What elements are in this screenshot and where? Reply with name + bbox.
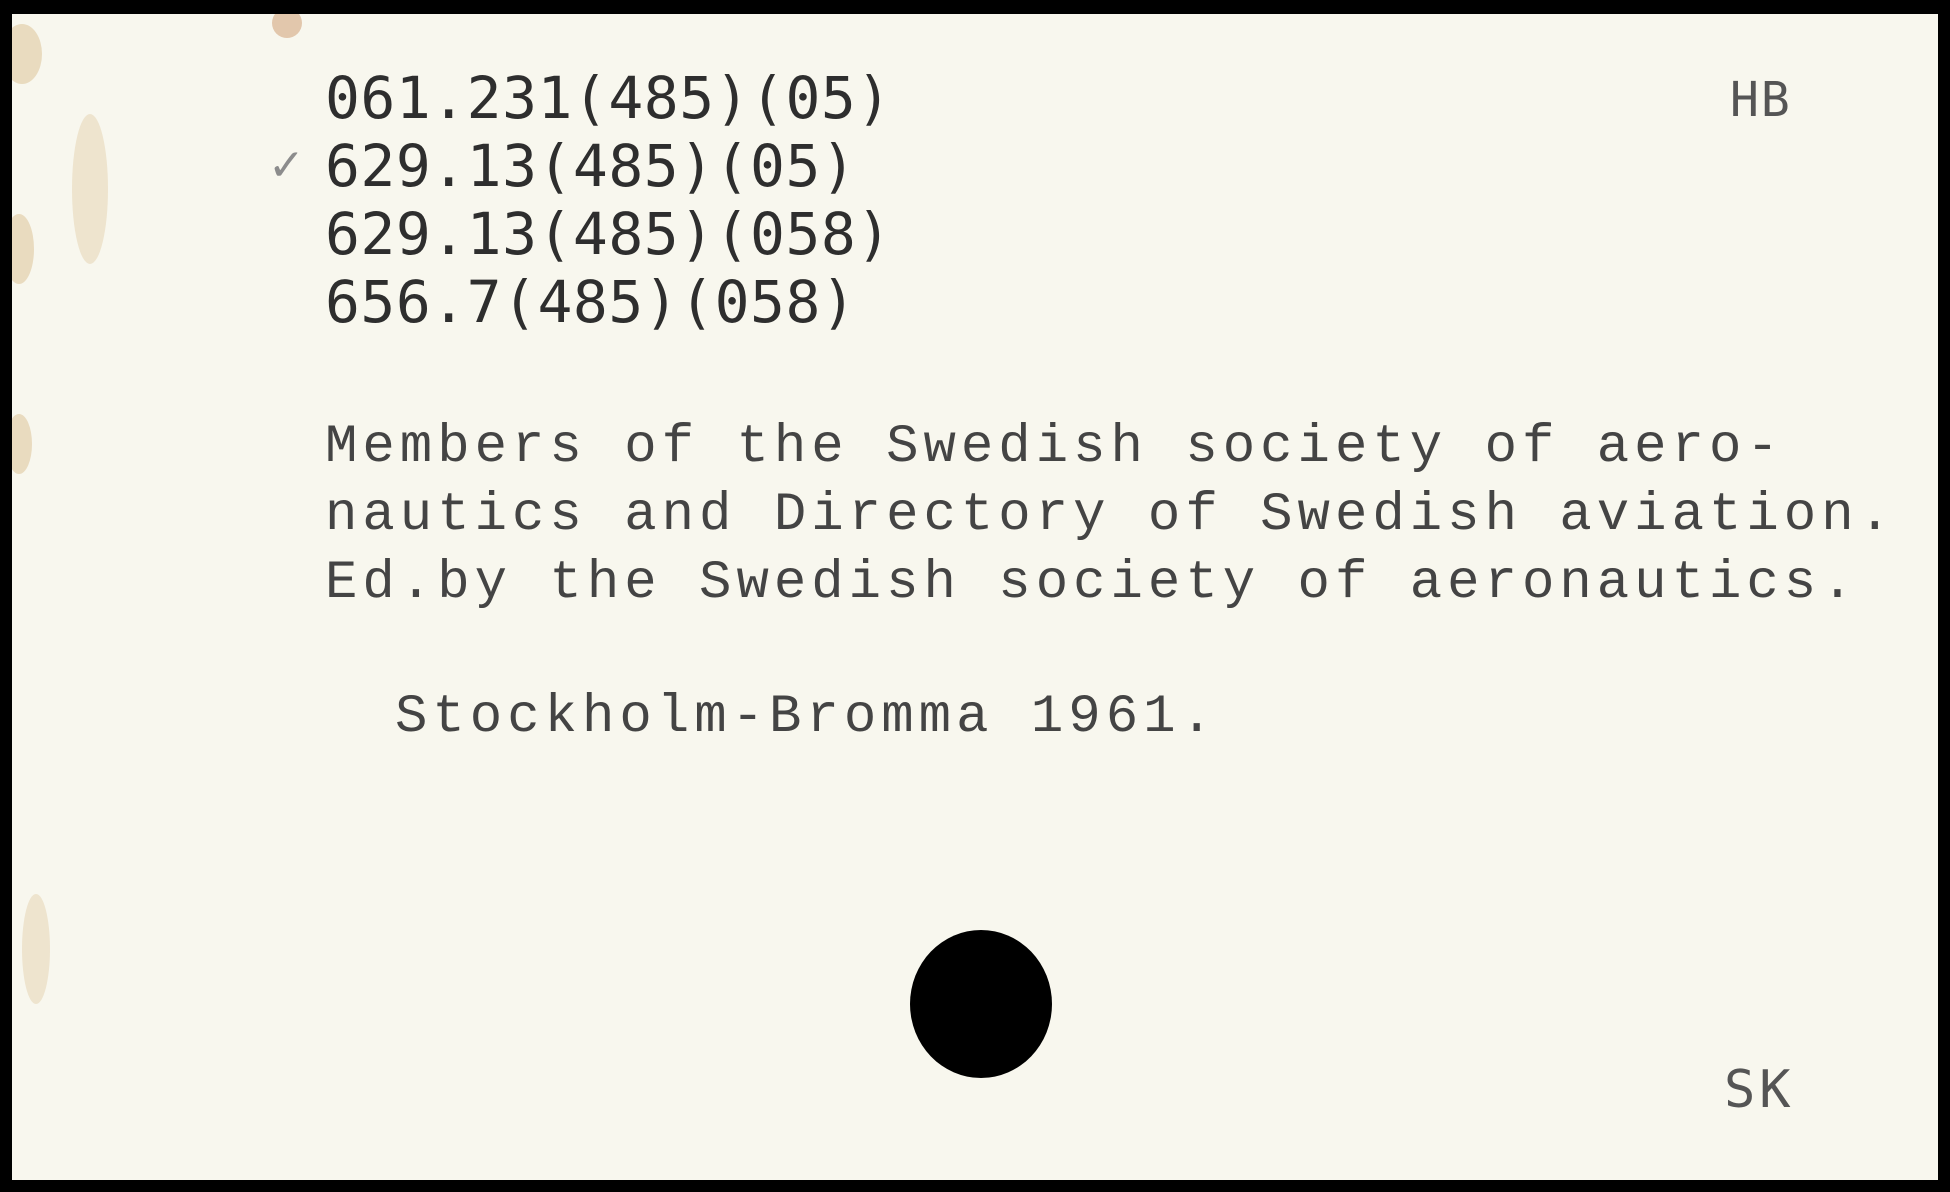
punch-hole [910,930,1052,1078]
stain-mark [12,414,32,474]
imprint: Stockholm-Bromma 1961. [395,687,1218,748]
description-block [325,414,1896,618]
classification-number: 629.13(485)(058) [325,200,892,268]
description-line: nautics and Directory of Swedish aviation. [325,485,1897,546]
stain-mark [72,114,108,264]
stain-mark [12,24,42,84]
footer-code: SK [1724,1060,1795,1120]
classification-number: 656.7(485)(058) [325,268,857,336]
description-line: Members of the Swedish society of aero- [325,417,1784,478]
classification-number: 061.231(485)(05) [325,64,892,132]
classification-block [325,64,892,336]
description-line: Ed.by the Swedish society of aeronautics. [325,553,1859,614]
stain-mark [272,14,302,38]
classification-number: 629.13(485)(05) [325,132,857,200]
stain-mark [12,214,34,284]
stain-mark [22,894,50,1004]
location-code: HB [1730,72,1792,128]
catalog-card [12,14,1938,1180]
check-mark-icon: ✓ [268,140,305,191]
